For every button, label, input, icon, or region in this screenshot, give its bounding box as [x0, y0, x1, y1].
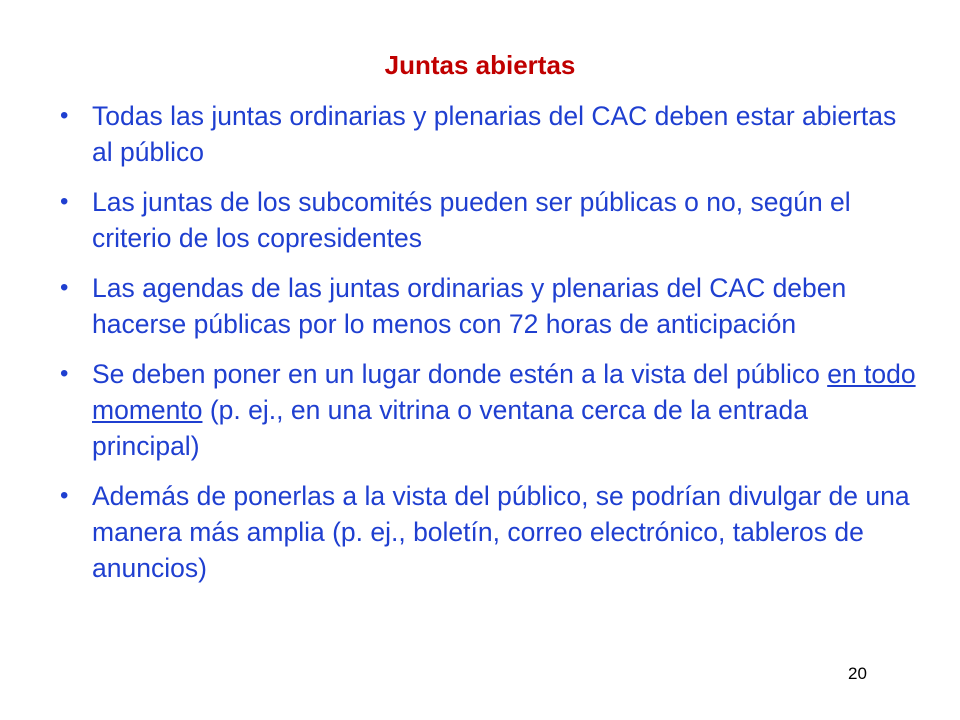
bullet-item — [56, 98, 916, 170]
page-number: 20 — [848, 664, 867, 683]
bullet-text-after: (p. ej., en una vitrina o ventana cerca de la entrada principal) — [92, 395, 808, 461]
slide-title: Juntas abiertas — [384, 50, 576, 80]
bullet-text: Las agendas de las juntas ordinarias y plenarias del CAC deben hacerse públicas por lo menos con 72 horas de anticipación — [92, 273, 847, 339]
bullet-text-before: Se deben poner en un lugar donde estén a la vista del público — [92, 359, 828, 389]
bullet-text: Además de ponerlas a la vista del público, se podrían divulgar de una manera más amplia (p. ej., boletín, correo electrónico, tableros de anuncios) — [92, 481, 910, 583]
underlined-emphasis: en todo momento — [92, 359, 916, 425]
bullet-icon: • — [60, 188, 69, 215]
bullet-text: Las juntas de los subcomités pueden ser públicas o no, según el criterio de los copresidentes — [92, 187, 851, 253]
bullet-item — [56, 356, 916, 464]
bullet-icon: • — [60, 102, 69, 129]
bullet-icon: • — [60, 482, 69, 509]
bullet-item — [56, 478, 916, 586]
bullet-item — [56, 270, 916, 342]
bullet-list — [56, 98, 916, 600]
bullet-icon: • — [60, 360, 69, 387]
bullet-item — [56, 184, 916, 256]
bullet-text: Todas las juntas ordinarias y plenarias del CAC deben estar abiertas al público — [92, 101, 897, 167]
bullet-icon: • — [60, 274, 69, 301]
